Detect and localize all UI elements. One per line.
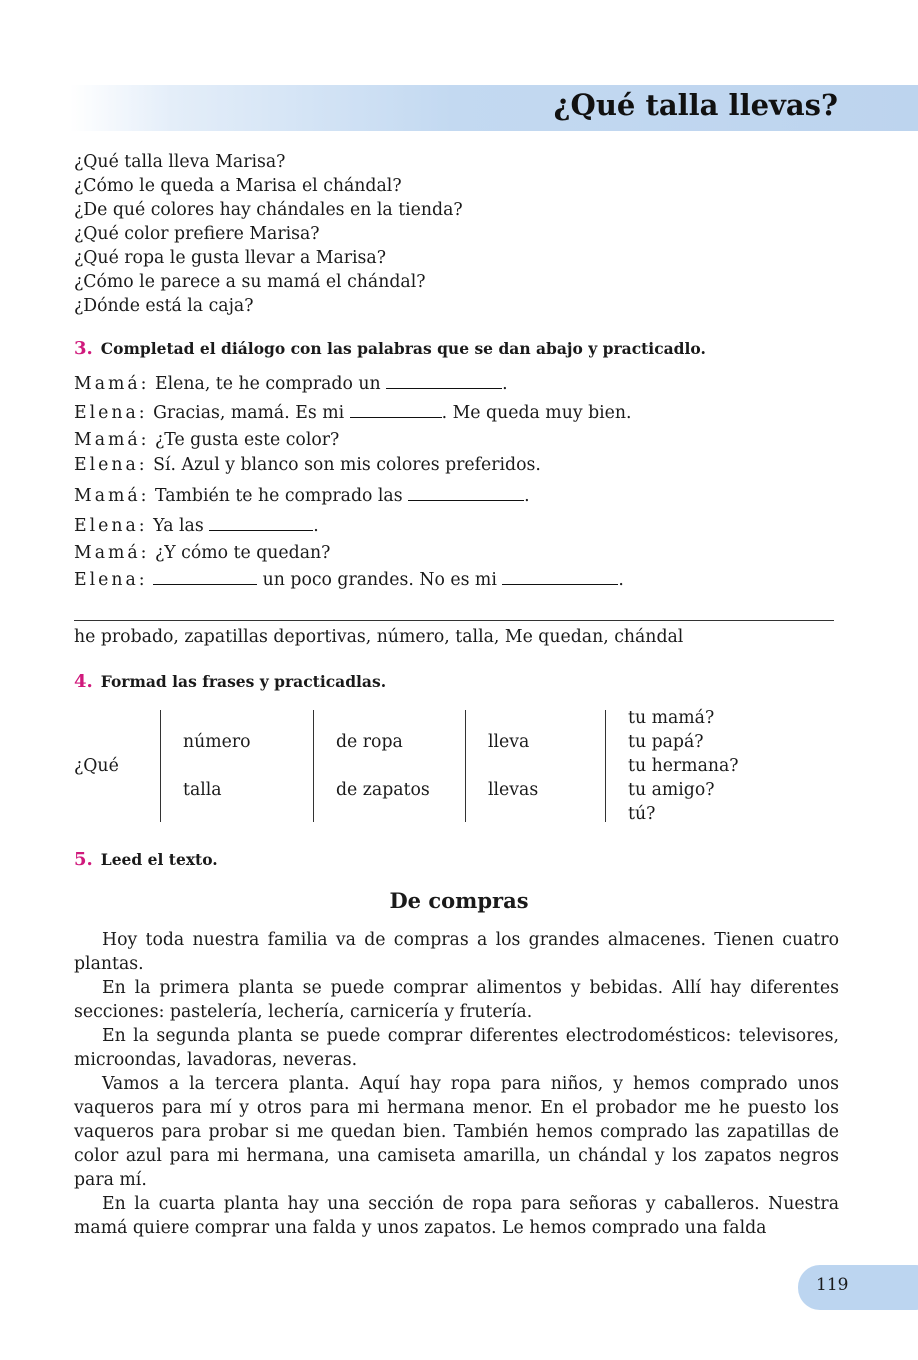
exercise-4-heading bbox=[74, 671, 386, 692]
question-item: ¿De qué colores hay chándales en la tienda? bbox=[74, 200, 463, 220]
table-cell: de zapatos bbox=[336, 780, 430, 800]
table-cell: tu mamá? bbox=[628, 708, 715, 728]
article-paragraph: Vamos a la tercera planta. Aquí hay ropa para niños, y hemos comprado unos vaqueros para mí y otros para mi hermana menor. En el probador me he puesto los vaqueros para probar si me quedan bien. También hemos comprado las zapatillas de color azul para mi hermana, una camiseta amarilla, un chándal y los zapatos negros para mí. bbox=[74, 1074, 839, 1190]
speaker-label: Elena: bbox=[74, 403, 148, 423]
table-cell: tú? bbox=[628, 804, 656, 824]
answer-blank[interactable] bbox=[209, 514, 313, 531]
answer-blank[interactable] bbox=[386, 372, 502, 389]
table-cell: tu hermana? bbox=[628, 756, 739, 776]
dialogue-text: . bbox=[618, 570, 624, 590]
speaker-label: Mamá: bbox=[74, 430, 150, 450]
question-item: ¿Dónde está la caja? bbox=[74, 296, 254, 316]
article-paragraph: Hoy toda nuestra familia va de compras a los grandes almacenes. Tienen cuatro plantas. bbox=[74, 930, 839, 974]
article-paragraph: En la segunda planta se puede comprar diferentes electrodomésticos: televisores, microondas, lavadoras, neveras. bbox=[74, 1026, 839, 1070]
answer-blank[interactable] bbox=[153, 568, 257, 585]
exercise-instruction: Completad el diálogo con las palabras que se dan abajo y practicadlo. bbox=[100, 339, 706, 358]
speaker-label: Mamá: bbox=[74, 543, 150, 563]
table-cell: número bbox=[183, 732, 251, 752]
speaker-label: Elena: bbox=[74, 455, 148, 475]
dialogue-text: Elena, te he comprado un bbox=[155, 374, 381, 394]
dialogue-text: . Me queda muy bien. bbox=[441, 403, 632, 423]
answer-blank[interactable] bbox=[408, 484, 524, 501]
divider-line bbox=[74, 620, 834, 621]
table-divider bbox=[313, 710, 314, 822]
dialogue-line bbox=[74, 430, 339, 450]
article-title: De compras bbox=[389, 888, 529, 913]
article-paragraph: En la primera planta se puede comprar alimentos y bebidas. Allí hay diferentes secciones: pastelería, lechería, carnicería y frutería. bbox=[74, 978, 839, 1022]
exercise-instruction: Formad las frases y practicadlas. bbox=[100, 672, 387, 691]
question-item: ¿Qué talla lleva Marisa? bbox=[74, 152, 286, 172]
dialogue-text: un poco grandes. No es mi bbox=[262, 570, 497, 590]
dialogue-line bbox=[74, 568, 624, 590]
dialogue-text: Gracias, mamá. Es mi bbox=[153, 403, 345, 423]
table-divider bbox=[465, 710, 466, 822]
speaker-label: Elena: bbox=[74, 516, 148, 536]
word-bank: he probado, zapatillas deportivas, número, talla, Me quedan, chándal bbox=[74, 627, 684, 647]
page-title: ¿Qué talla llevas? bbox=[553, 88, 838, 122]
table-cell: talla bbox=[183, 780, 222, 800]
dialogue-text: ¿Te gusta este color? bbox=[155, 430, 340, 450]
table-cell: lleva bbox=[488, 732, 530, 752]
table-cell: ¿Qué bbox=[74, 756, 119, 776]
table-cell: llevas bbox=[488, 780, 539, 800]
dialogue-line bbox=[74, 514, 319, 536]
table-cell: tu papá? bbox=[628, 732, 704, 752]
exercise-number: 3. bbox=[74, 338, 93, 359]
table-cell: tu amigo? bbox=[628, 780, 715, 800]
answer-blank[interactable] bbox=[502, 568, 618, 585]
question-item: ¿Cómo le queda a Marisa el chándal? bbox=[74, 176, 402, 196]
table-divider bbox=[160, 710, 161, 822]
exercise-number: 5. bbox=[74, 849, 93, 870]
dialogue-text: También te he comprado las bbox=[155, 486, 403, 506]
speaker-label: Elena: bbox=[74, 570, 148, 590]
page-number: 119 bbox=[816, 1275, 849, 1295]
speaker-label: Mamá: bbox=[74, 374, 150, 394]
dialogue-line bbox=[74, 543, 330, 563]
exercise-instruction: Leed el texto. bbox=[100, 850, 218, 869]
dialogue-line bbox=[74, 455, 541, 475]
exercise-3-heading bbox=[74, 338, 706, 359]
answer-blank[interactable] bbox=[350, 401, 442, 418]
question-item: ¿Qué color prefiere Marisa? bbox=[74, 224, 320, 244]
question-item: ¿Qué ropa le gusta llevar a Marisa? bbox=[74, 248, 386, 268]
article-body bbox=[74, 928, 839, 1240]
question-item: ¿Cómo le parece a su mamá el chándal? bbox=[74, 272, 426, 292]
exercise-5-heading bbox=[74, 849, 218, 870]
article-paragraph: En la cuarta planta hay una sección de ropa para señoras y caballeros. Nuestra mamá quiere comprar una falda y unos zapatos. Le hemos comprado una falda bbox=[74, 1194, 839, 1238]
question-list bbox=[74, 150, 463, 318]
dialogue-text: . bbox=[502, 374, 508, 394]
exercise-number: 4. bbox=[74, 671, 93, 692]
dialogue-text: Sí. Azul y blanco son mis colores preferidos. bbox=[153, 455, 541, 475]
dialogue-text: . bbox=[524, 486, 530, 506]
table-cell: de ropa bbox=[336, 732, 403, 752]
dialogue-line bbox=[74, 484, 530, 506]
dialogue-text: . bbox=[313, 516, 319, 536]
speaker-label: Mamá: bbox=[74, 486, 150, 506]
dialogue-line bbox=[74, 372, 508, 394]
dialogue-text: ¿Y cómo te quedan? bbox=[155, 543, 331, 563]
table-divider bbox=[605, 710, 606, 822]
dialogue-line bbox=[74, 401, 632, 423]
dialogue-text: Ya las bbox=[153, 516, 204, 536]
